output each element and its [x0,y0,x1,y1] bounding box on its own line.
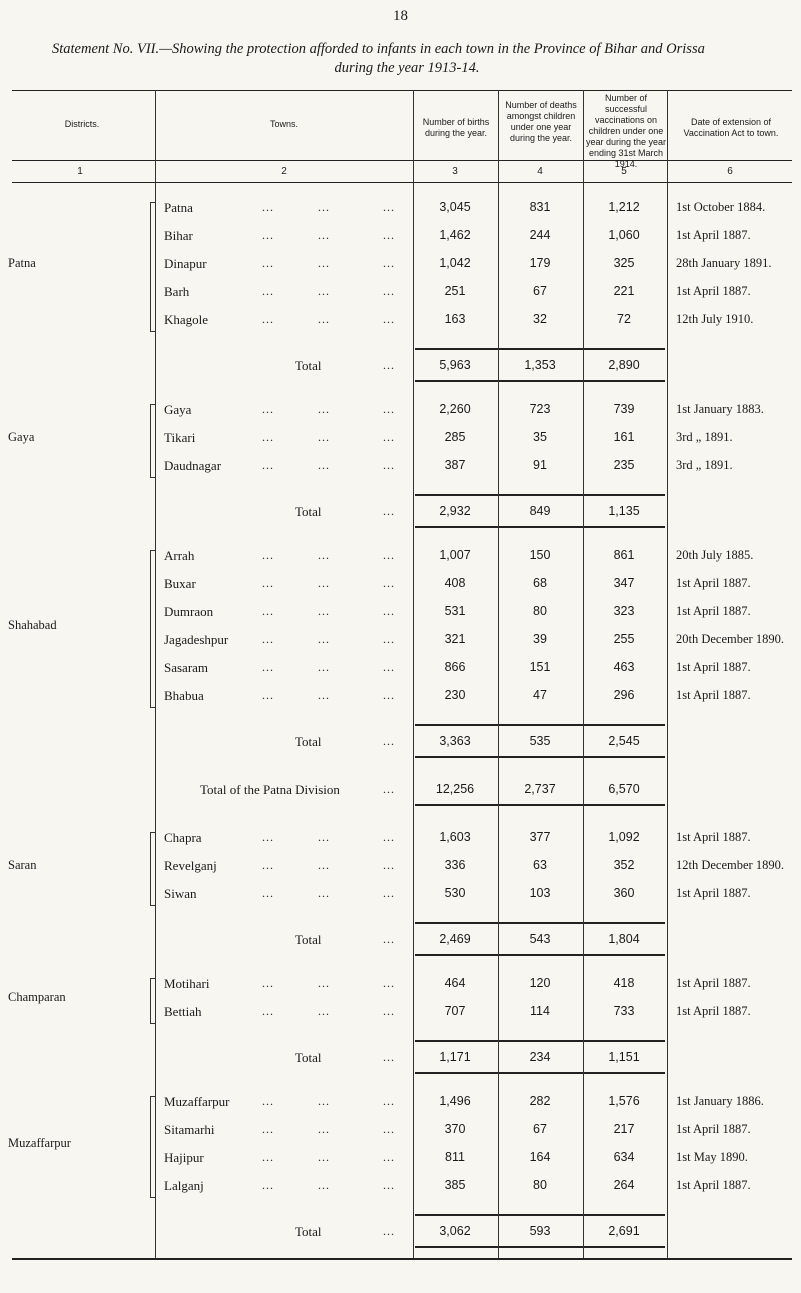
births-value: 370 [444,1122,466,1136]
vaccinations-value: 325 [613,256,635,270]
leader-dots: ... [318,228,330,242]
town-name: Dinapur [164,256,207,271]
vaccinations-value: 296 [613,688,635,702]
column-rule [413,90,414,1258]
district-name: Muzaffarpur [8,1136,71,1150]
total-rule [415,724,665,726]
total-label: Total [295,734,322,749]
table-top-rule [12,90,792,91]
town-name: Barh [164,284,190,299]
column-number: 4 [537,166,543,177]
extension-date: 12th July 1910. [676,312,754,326]
leader-dots: ... [383,1122,395,1136]
births-total: 1,171 [439,1050,471,1064]
vaccinations-total: 1,135 [608,504,640,518]
leader-dots: ... [383,1150,395,1164]
births-value: 2,260 [439,402,471,416]
leader-dots: ... [383,402,395,416]
births-value: 464 [444,976,466,990]
leader-dots: ... [383,1004,395,1018]
title-line-1: Statement No. VII.—Showing the protection afforded to infants in each town in the Province of Bihar and Orissa [52,41,705,57]
births-value: 285 [444,430,466,444]
leader-dots: ... [383,1094,395,1108]
leader-dots: ... [318,858,330,872]
extension-date: 12th December 1890. [676,858,784,872]
extension-date: 1st January 1883. [676,402,764,416]
total-bottom-rule [415,526,665,528]
leader-dots: ... [318,402,330,416]
deaths-value: 80 [533,1178,547,1192]
town-name: Khagole [164,312,209,327]
town-name: Gaya [164,402,192,417]
deaths-value: 377 [529,830,551,844]
births-total: 2,932 [439,504,471,518]
colnum-bottom-rule [12,182,792,183]
deaths-value: 150 [529,548,551,562]
deaths-value: 179 [529,256,551,270]
births-value: 531 [444,604,466,618]
leader-dots: ... [383,688,395,702]
district-name: Champaran [8,990,66,1004]
town-name: Tikari [164,430,196,445]
leader-dots: ... [262,402,274,416]
leader-dots: ... [383,576,395,590]
leader-dots: ... [318,458,330,472]
leader-dots: ... [318,312,330,326]
leader-dots: ... [318,632,330,646]
vaccinations-value: 861 [613,548,635,562]
deaths-value: 68 [533,576,547,590]
leader-dots: ... [318,284,330,298]
births-value: 1,007 [439,548,471,562]
total-bottom-rule [415,1072,665,1074]
deaths-value: 35 [533,430,547,444]
extension-date: 1st May 1890. [676,1150,748,1164]
town-name: Lalganj [164,1178,204,1193]
table-bottom-rule [12,1258,792,1260]
town-name: Sasaram [164,660,209,675]
page-number: 18 [393,8,408,24]
total-rule [415,494,665,496]
vaccinations-value: 217 [613,1122,635,1136]
births-value: 530 [444,886,466,900]
total-label: Total [295,1050,322,1065]
header-bottom-rule [12,160,792,161]
column-number: 6 [727,166,733,177]
leader-dots: ... [262,660,274,674]
leader-dots: ... [318,886,330,900]
extension-date: 3rd „ 1891. [676,430,733,444]
leader-dots: ... [383,284,395,298]
births-total: 3,062 [439,1224,471,1238]
header-date: Date of extension of Vaccination Act to town. [683,117,779,138]
deaths-value: 67 [533,1122,547,1136]
extension-date: 1st April 1887. [676,830,751,844]
leader-dots: ... [383,458,395,472]
deaths-total: 849 [529,504,551,518]
total-label: Total [295,504,322,519]
deaths-value: 103 [529,886,551,900]
deaths-value: 244 [529,228,551,242]
leader-dots: ... [383,1224,395,1238]
leader-dots: ... [262,548,274,562]
town-name: Daudnagar [164,458,222,473]
leader-dots: ... [383,858,395,872]
deaths-value: 80 [533,604,547,618]
extension-date: 1st January 1886. [676,1094,764,1108]
births-division-total: 12,256 [435,782,475,796]
leader-dots: ... [262,1178,274,1192]
deaths-value: 282 [529,1094,551,1108]
leader-dots: ... [383,782,395,796]
deaths-total: 543 [529,932,551,946]
leader-dots: ... [262,858,274,872]
leader-dots: ... [383,358,395,372]
leader-dots: ... [262,1004,274,1018]
vaccinations-value: 323 [613,604,635,618]
deaths-value: 831 [529,200,551,214]
extension-date: 1st April 1887. [676,1122,751,1136]
total-rule [415,348,665,350]
vaccinations-value: 360 [613,886,635,900]
deaths-total: 234 [529,1050,551,1064]
vaccinations-value: 1,576 [608,1094,640,1108]
total-rule [415,922,665,924]
leader-dots: ... [318,548,330,562]
header-deaths: Number of deaths amongst children under one year during the year. [505,100,577,143]
leader-dots: ... [262,430,274,444]
births-value: 1,042 [439,256,471,270]
leader-dots: ... [318,200,330,214]
births-total: 3,363 [439,734,471,748]
extension-date: 3rd „ 1891. [676,458,733,472]
extension-date: 1st April 1887. [676,604,751,618]
vaccinations-value: 235 [613,458,635,472]
leader-dots: ... [262,284,274,298]
vaccinations-total: 2,691 [608,1224,640,1238]
births-value: 385 [444,1178,466,1192]
births-value: 230 [444,688,466,702]
vaccinations-value: 739 [613,402,635,416]
town-name: Dumraon [164,604,214,619]
town-name: Bhabua [164,688,204,703]
leader-dots: ... [318,830,330,844]
deaths-value: 120 [529,976,551,990]
extension-date: 1st April 1887. [676,284,751,298]
total-label: Total [295,932,322,947]
extension-date: 1st April 1887. [676,1004,751,1018]
leader-dots: ... [383,830,395,844]
leader-dots: ... [262,256,274,270]
leader-dots: ... [318,576,330,590]
town-name: Chapra [164,830,202,845]
extension-date: 1st April 1887. [676,576,751,590]
extension-date: 1st April 1887. [676,660,751,674]
leader-dots: ... [262,1094,274,1108]
vaccinations-value: 347 [613,576,635,590]
column-rule [498,90,499,1258]
births-value: 251 [444,284,466,298]
extension-date: 1st April 1887. [676,886,751,900]
vaccinations-total: 2,890 [608,358,640,372]
births-total: 2,469 [439,932,471,946]
leader-dots: ... [383,734,395,748]
town-name: Jagadeshpur [164,632,229,647]
leader-dots: ... [318,1150,330,1164]
leader-dots: ... [262,830,274,844]
leader-dots: ... [383,228,395,242]
division-total-rule [415,804,665,806]
vaccinations-total: 1,804 [608,932,640,946]
leader-dots: ... [318,1178,330,1192]
header-births: Number of births during the year. [422,117,490,138]
town-name: Arrah [164,548,195,563]
births-value: 811 [445,1150,465,1164]
column-number: 5 [621,166,627,177]
header-vaccinations: Number of successful vaccinations on children under one year during the year ending 31st March 1914. [585,93,667,169]
district-name: Shahabad [8,618,57,632]
leader-dots: ... [262,688,274,702]
vaccinations-total: 2,545 [608,734,640,748]
vaccinations-value: 255 [613,632,635,646]
town-name: Revelganj [164,858,217,873]
town-name: Muzaffarpur [164,1094,230,1109]
leader-dots: ... [318,660,330,674]
vaccinations-value: 161 [613,430,635,444]
total-bottom-rule [415,1246,665,1248]
column-number: 1 [77,166,83,177]
leader-dots: ... [383,660,395,674]
town-name: Motihari [164,976,210,991]
vaccinations-value: 733 [613,1004,635,1018]
vaccinations-value: 352 [613,858,635,872]
vaccinations-value: 1,060 [608,228,640,242]
leader-dots: ... [383,1178,395,1192]
town-name: Bettiah [164,1004,202,1019]
extension-date: 1st April 1887. [676,976,751,990]
leader-dots: ... [262,604,274,618]
leader-dots: ... [383,632,395,646]
town-name: Patna [164,200,193,215]
leader-dots: ... [383,886,395,900]
title-line-2: during the year 1913-14. [334,60,480,76]
leader-dots: ... [262,228,274,242]
vaccinations-value: 1,092 [608,830,640,844]
total-rule [415,1040,665,1042]
deaths-value: 164 [529,1150,551,1164]
leader-dots: ... [318,1122,330,1136]
leader-dots: ... [262,312,274,326]
deaths-value: 91 [533,458,547,472]
deaths-division-total: 2,737 [524,782,556,796]
division-total-label: Total of the Patna Division [200,782,340,797]
births-value: 321 [444,632,466,646]
leader-dots: ... [262,1150,274,1164]
leader-dots: ... [262,632,274,646]
deaths-value: 63 [533,858,547,872]
leader-dots: ... [318,430,330,444]
births-total: 5,963 [439,358,471,372]
town-name: Hajipur [164,1150,204,1165]
vaccinations-value: 72 [617,312,631,326]
column-number: 3 [452,166,458,177]
vaccinations-value: 221 [613,284,635,298]
extension-date: 1st April 1887. [676,1178,751,1192]
column-number: 2 [281,166,287,177]
births-value: 866 [444,660,466,674]
births-value: 387 [444,458,466,472]
leader-dots: ... [318,1004,330,1018]
births-value: 1,603 [439,830,471,844]
deaths-value: 723 [529,402,551,416]
vaccinations-division-total: 6,570 [608,782,640,796]
leader-dots: ... [383,504,395,518]
header-districts: Districts. [64,119,100,129]
extension-date: 20th December 1890. [676,632,784,646]
district-name: Patna [8,256,36,270]
births-value: 163 [444,312,466,326]
leader-dots: ... [383,932,395,946]
deaths-total: 535 [529,734,551,748]
deaths-value: 32 [533,312,547,326]
leader-dots: ... [383,548,395,562]
deaths-total: 1,353 [524,358,556,372]
deaths-value: 114 [530,1004,550,1018]
leader-dots: ... [318,256,330,270]
leader-dots: ... [383,256,395,270]
deaths-value: 67 [533,284,547,298]
district-name: Saran [8,858,37,872]
column-rule [583,90,584,1258]
extension-date: 20th July 1885. [676,548,754,562]
leader-dots: ... [262,1122,274,1136]
vaccinations-value: 463 [613,660,635,674]
total-label: Total [295,358,322,373]
vaccinations-value: 634 [613,1150,635,1164]
leader-dots: ... [383,976,395,990]
deaths-value: 39 [533,632,547,646]
total-label: Total [295,1224,322,1239]
leader-dots: ... [383,604,395,618]
page-title [22,40,792,78]
vaccinations-total: 1,151 [608,1050,640,1064]
leader-dots: ... [383,200,395,214]
births-value: 707 [444,1004,466,1018]
births-value: 1,496 [439,1094,471,1108]
leader-dots: ... [262,886,274,900]
deaths-value: 151 [529,660,551,674]
district-name: Gaya [8,430,35,444]
leader-dots: ... [383,1050,395,1064]
header-towns: Towns. [269,119,298,129]
total-bottom-rule [415,380,665,382]
births-value: 336 [444,858,466,872]
deaths-value: 47 [533,688,547,702]
leader-dots: ... [262,200,274,214]
column-rule [667,90,668,1258]
leader-dots: ... [262,976,274,990]
leader-dots: ... [318,688,330,702]
leader-dots: ... [383,312,395,326]
leader-dots: ... [318,604,330,618]
town-name: Buxar [164,576,196,591]
extension-date: 1st April 1887. [676,228,751,242]
total-bottom-rule [415,756,665,758]
births-value: 1,462 [439,228,471,242]
leader-dots: ... [318,1094,330,1108]
vaccinations-value: 418 [613,976,635,990]
town-name: Bihar [164,228,193,243]
extension-date: 1st April 1887. [676,688,751,702]
total-bottom-rule [415,954,665,956]
vaccinations-value: 264 [613,1178,635,1192]
town-name: Sitamarhi [164,1122,215,1137]
births-value: 3,045 [439,200,471,214]
extension-date: 28th January 1891. [676,256,772,270]
vaccinations-value: 1,212 [608,200,640,214]
extension-date: 1st October 1884. [676,200,766,214]
deaths-total: 593 [529,1224,551,1238]
leader-dots: ... [318,976,330,990]
column-rule [155,90,156,1258]
total-rule [415,1214,665,1216]
town-name: Siwan [164,886,197,901]
leader-dots: ... [383,430,395,444]
births-value: 408 [444,576,466,590]
leader-dots: ... [262,576,274,590]
leader-dots: ... [262,458,274,472]
